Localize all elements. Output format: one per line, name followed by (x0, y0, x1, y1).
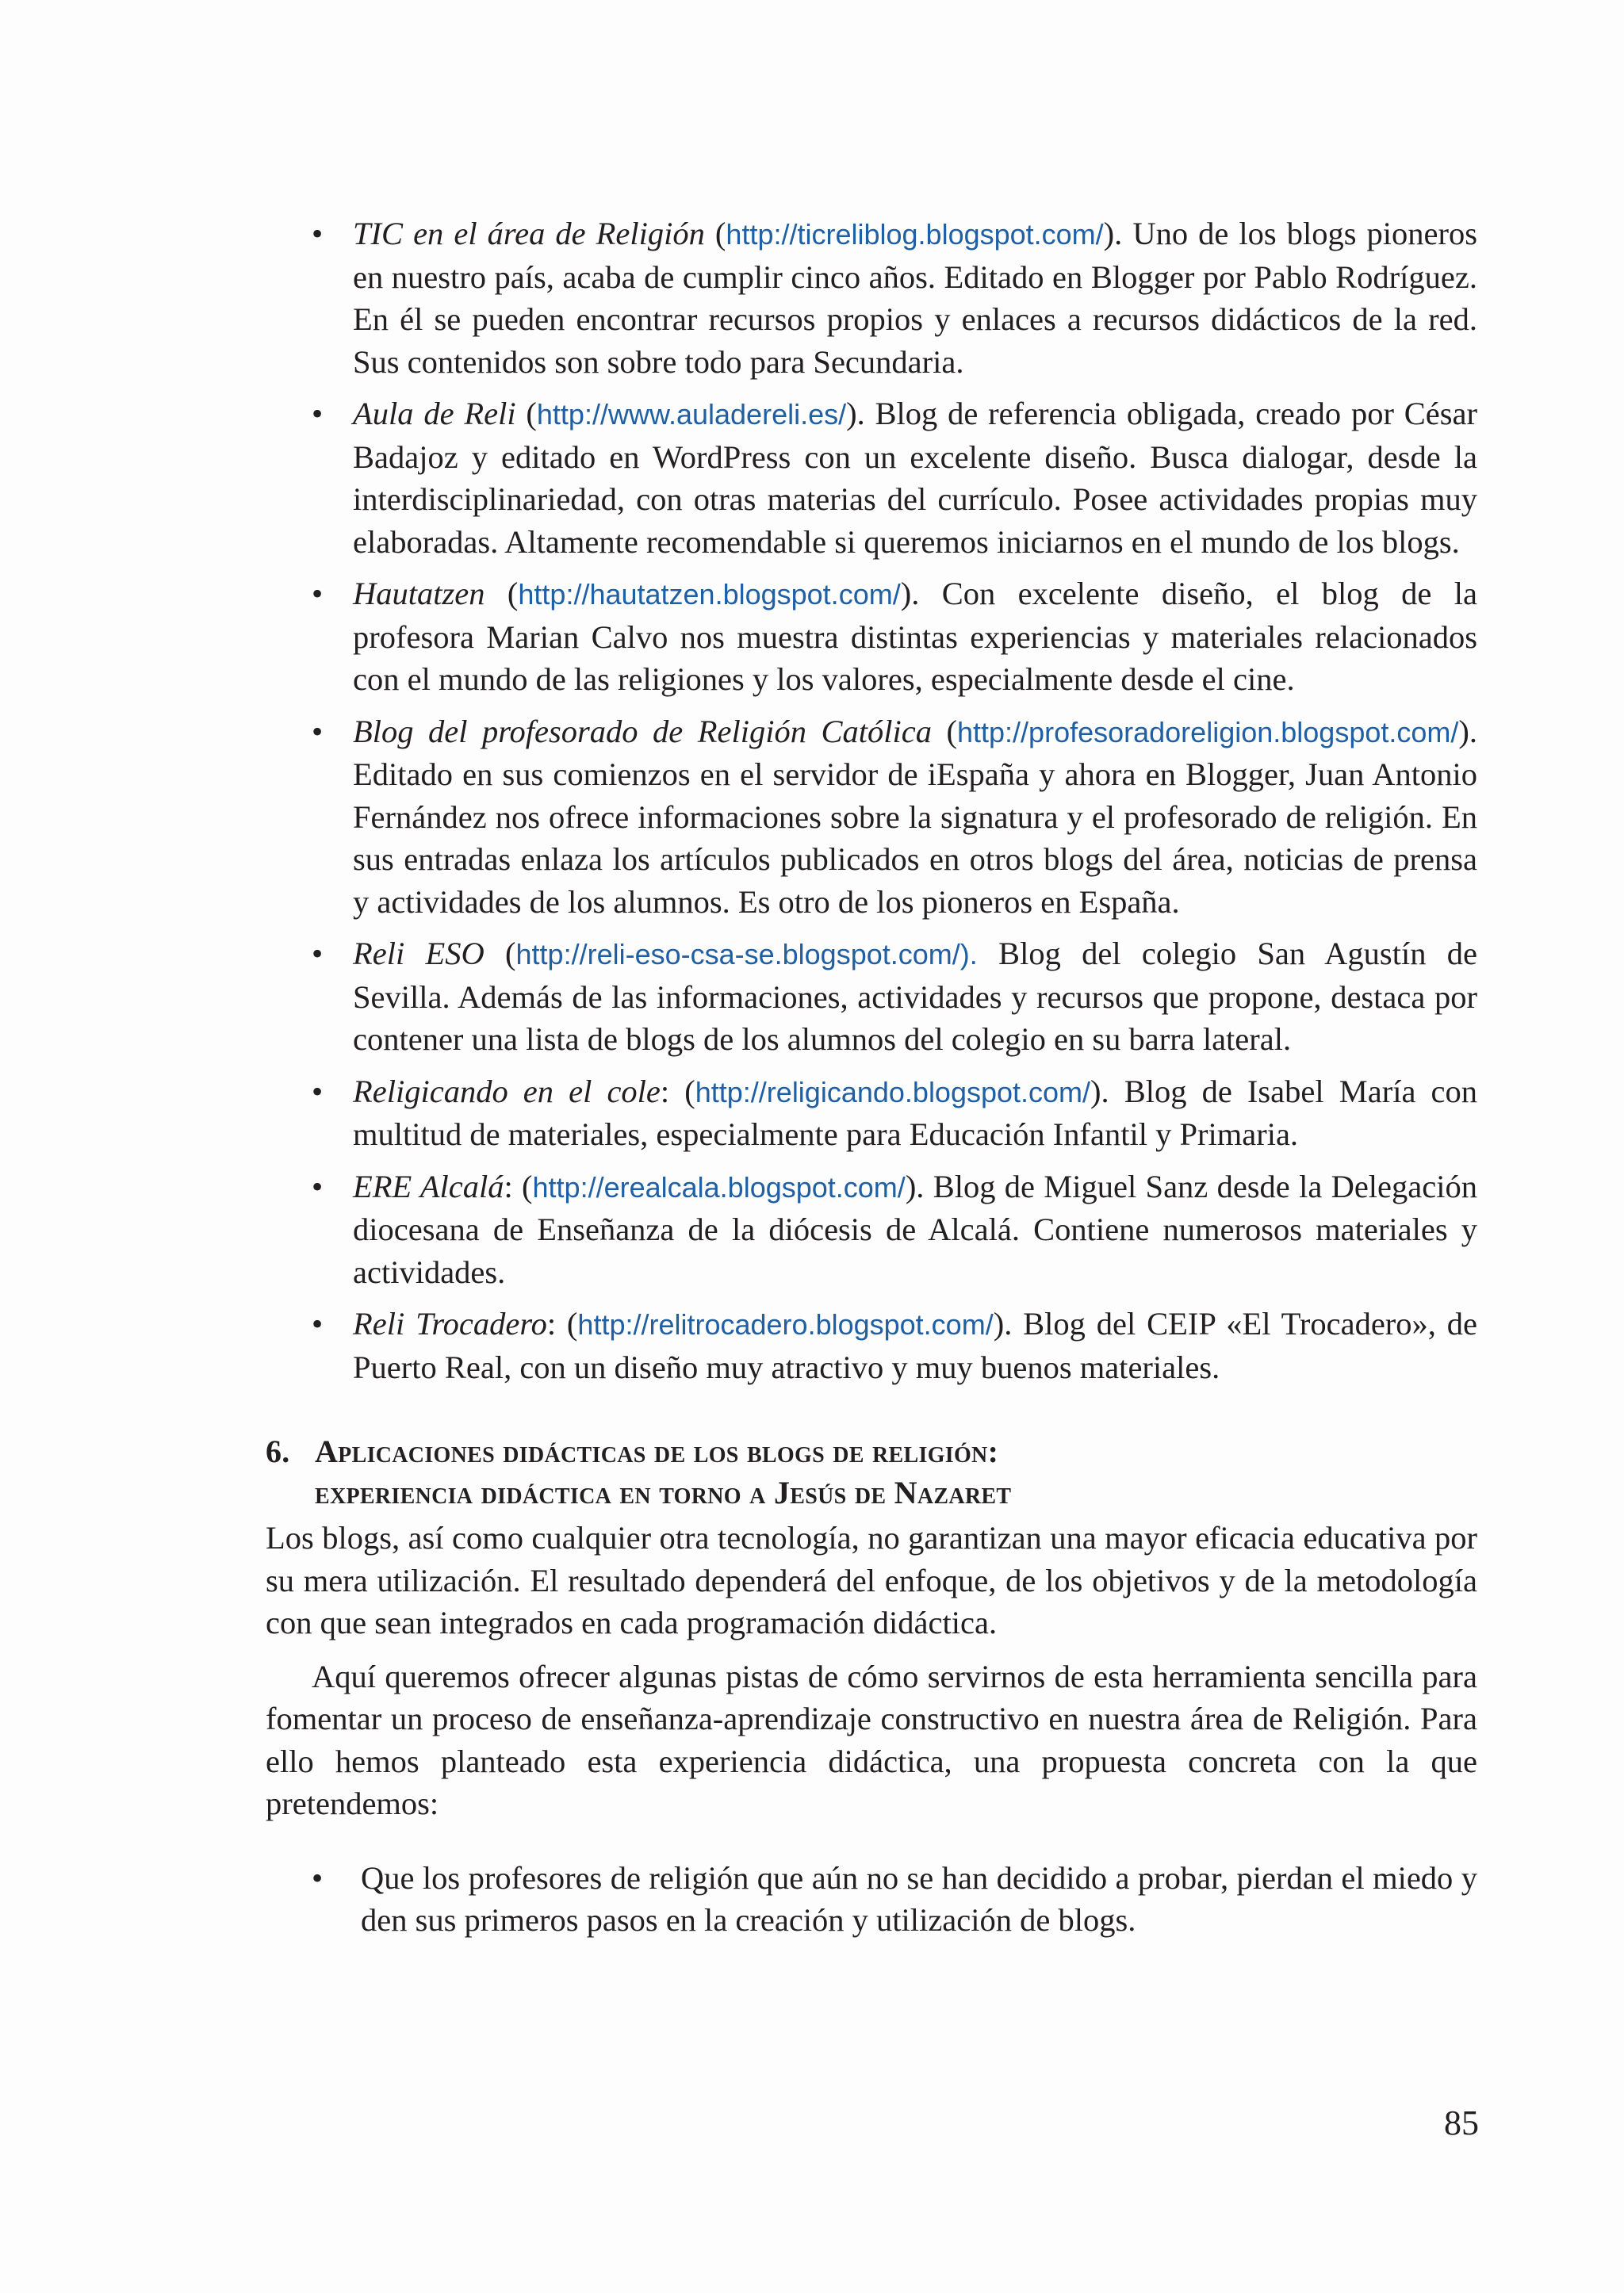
page-content (266, 212, 1477, 1951)
list-item (266, 1070, 1477, 1156)
blog-description: ). Blog de referencia obligada, creado por César Badajoz y editado en WordPress con un excelente diseño. Busca dialogar, desde la interdisciplinariedad, con otras materias del currículo. Posee actividades propias muy elaboradas. Altamente recomendable si queremos iniciarnos en el mundo de los blogs. (353, 396, 1478, 560)
bullet-icon: • (312, 1073, 324, 1109)
blog-list (266, 212, 1477, 1388)
blog-description: ). Blog del CEIP «El Trocadero», de Puerto Real, con un diseño muy atractivo y muy buenos materiales. (353, 1306, 1477, 1385)
bullet-icon: • (312, 1306, 324, 1342)
url-open: ( (932, 713, 957, 749)
goals-list (266, 1857, 1477, 1942)
list-item (266, 1303, 1477, 1388)
blog-url-link[interactable]: http://religicando.blogspot.com/ (695, 1075, 1091, 1108)
blog-description: ). Blog de Isabel María con multitud de materiales, especialmente para Educación Infantil y Primaria. (353, 1073, 1478, 1152)
bullet-icon: • (312, 1859, 324, 1896)
blog-name: Religicando en el cole (353, 1073, 661, 1109)
blog-url-link[interactable]: http://profesoradoreligion.blogspot.com/ (957, 715, 1459, 748)
blog-url-link[interactable]: http://ticreliblog.blogspot.com/ (726, 218, 1104, 251)
blog-url-link[interactable]: http://www.auladereli.es/ (536, 398, 847, 431)
list-item (266, 710, 1477, 924)
blog-name: TIC en el área de Religión (353, 216, 705, 251)
goal-text: Que los profesores de religión que aún no se han decidido a probar, pierdan el miedo y den sus primeros pasos en la creación y utilización de blogs. (361, 1859, 1477, 1938)
blog-url-link[interactable]: http://relitrocadero.blogspot.com/ (577, 1308, 994, 1341)
bullet-icon: • (312, 396, 324, 431)
blog-name: Blog del profesorado de Religión Católica (353, 713, 932, 749)
blog-description: Blog del colegio San Agustín de Sevilla. Además de las informaciones, actividades y recursos que propone, destaca por contener una lista de blogs de los alumnos del colegio en su barra lateral. (353, 936, 1477, 1057)
blog-description: ). Uno de los blogs pioneros en nuestro país, acaba de cumplir cinco años. Editado en Blogger por Pablo Rodríguez. En él se pueden encontrar recursos propios y enlaces a recursos didácticos de la red. Sus contenidos son sobre todo para Secundaria. (353, 216, 1477, 380)
blog-url-link[interactable]: http://reli-eso-csa-se.blogspot.com/). (515, 938, 978, 970)
url-open: : ( (546, 1306, 578, 1342)
body-paragraph: Aquí queremos ofrecer algunas pistas de cómo servirnos de esta herramienta sencilla para fomentar un proceso de enseñanza-aprendizaje constructivo en nuestra área de Religión. Para ello hemos planteado esta experiencia didáctica, una propuesta concreta con la que pretendemos: (266, 1658, 1477, 1821)
blog-description: ). Editado en sus comienzos en el servidor de iEspaña y ahora en Blogger, Juan Antonio Fernández nos ofrece informaciones sobre la signatura y el profesorado de religión. En sus entradas enlaza los artículos publicados en otros blogs del área, noticias de prensa y actividades de los alumnos. Es otro de los pioneros en España. (353, 713, 1477, 920)
bullet-icon: • (312, 576, 324, 611)
url-open: : ( (504, 1168, 533, 1204)
blog-description: ). Blog de Miguel Sanz desde la Delegación diocesana de Enseñanza de la diócesis de Alcalá. Contiene numerosos materiales y actividades. (353, 1168, 1477, 1290)
bullet-icon: • (312, 216, 324, 251)
url-open: ( (704, 216, 726, 251)
list-item (266, 572, 1477, 701)
blog-name: Reli ESO (353, 936, 485, 971)
body-paragraph: Los blogs, así como cualquier otra tecnología, no garantizan una mayor eficacia educativa por su mera utilización. El resultado dependerá del enfoque, de los objetivos y de la metodología con que sean integrados en cada programación didáctica. (266, 1520, 1477, 1640)
blog-name: Hautatzen (353, 576, 485, 611)
section-title-line2: experiencia didáctica en torno a Jesús de Nazaret (315, 1475, 1012, 1510)
section-number: 6. (266, 1434, 290, 1469)
blog-name: Reli Trocadero (353, 1306, 547, 1342)
blog-name: Aula de Reli (353, 396, 516, 431)
list-item (266, 932, 1477, 1061)
list-item (266, 212, 1477, 383)
list-item (266, 1857, 1477, 1942)
url-open: ( (485, 576, 519, 611)
blog-name: ERE Alcalá (353, 1168, 504, 1204)
bullet-icon: • (312, 1168, 324, 1204)
blog-url-link[interactable]: http://erealcala.blogspot.com/ (532, 1170, 906, 1204)
url-open: ( (515, 396, 537, 431)
url-open: ( (484, 936, 516, 971)
bullet-icon: • (312, 713, 324, 749)
bullet-icon: • (312, 936, 324, 971)
page-number: 85 (1444, 2104, 1479, 2142)
blog-description: ). Con excelente diseño, el blog de la profesora Marian Calvo nos muestra distintas experiencias y materiales relacionados con el mundo de las religiones y los valores, especialmente desde el cine. (353, 576, 1477, 697)
section-heading (266, 1431, 1477, 1514)
list-item (266, 1166, 1477, 1294)
section-title-line1: Aplicaciones didácticas de los blogs de religión: (315, 1434, 999, 1469)
list-item (266, 392, 1477, 563)
blog-url-link[interactable]: http://hautatzen.blogspot.com/ (518, 578, 901, 611)
url-open: : ( (660, 1073, 695, 1109)
